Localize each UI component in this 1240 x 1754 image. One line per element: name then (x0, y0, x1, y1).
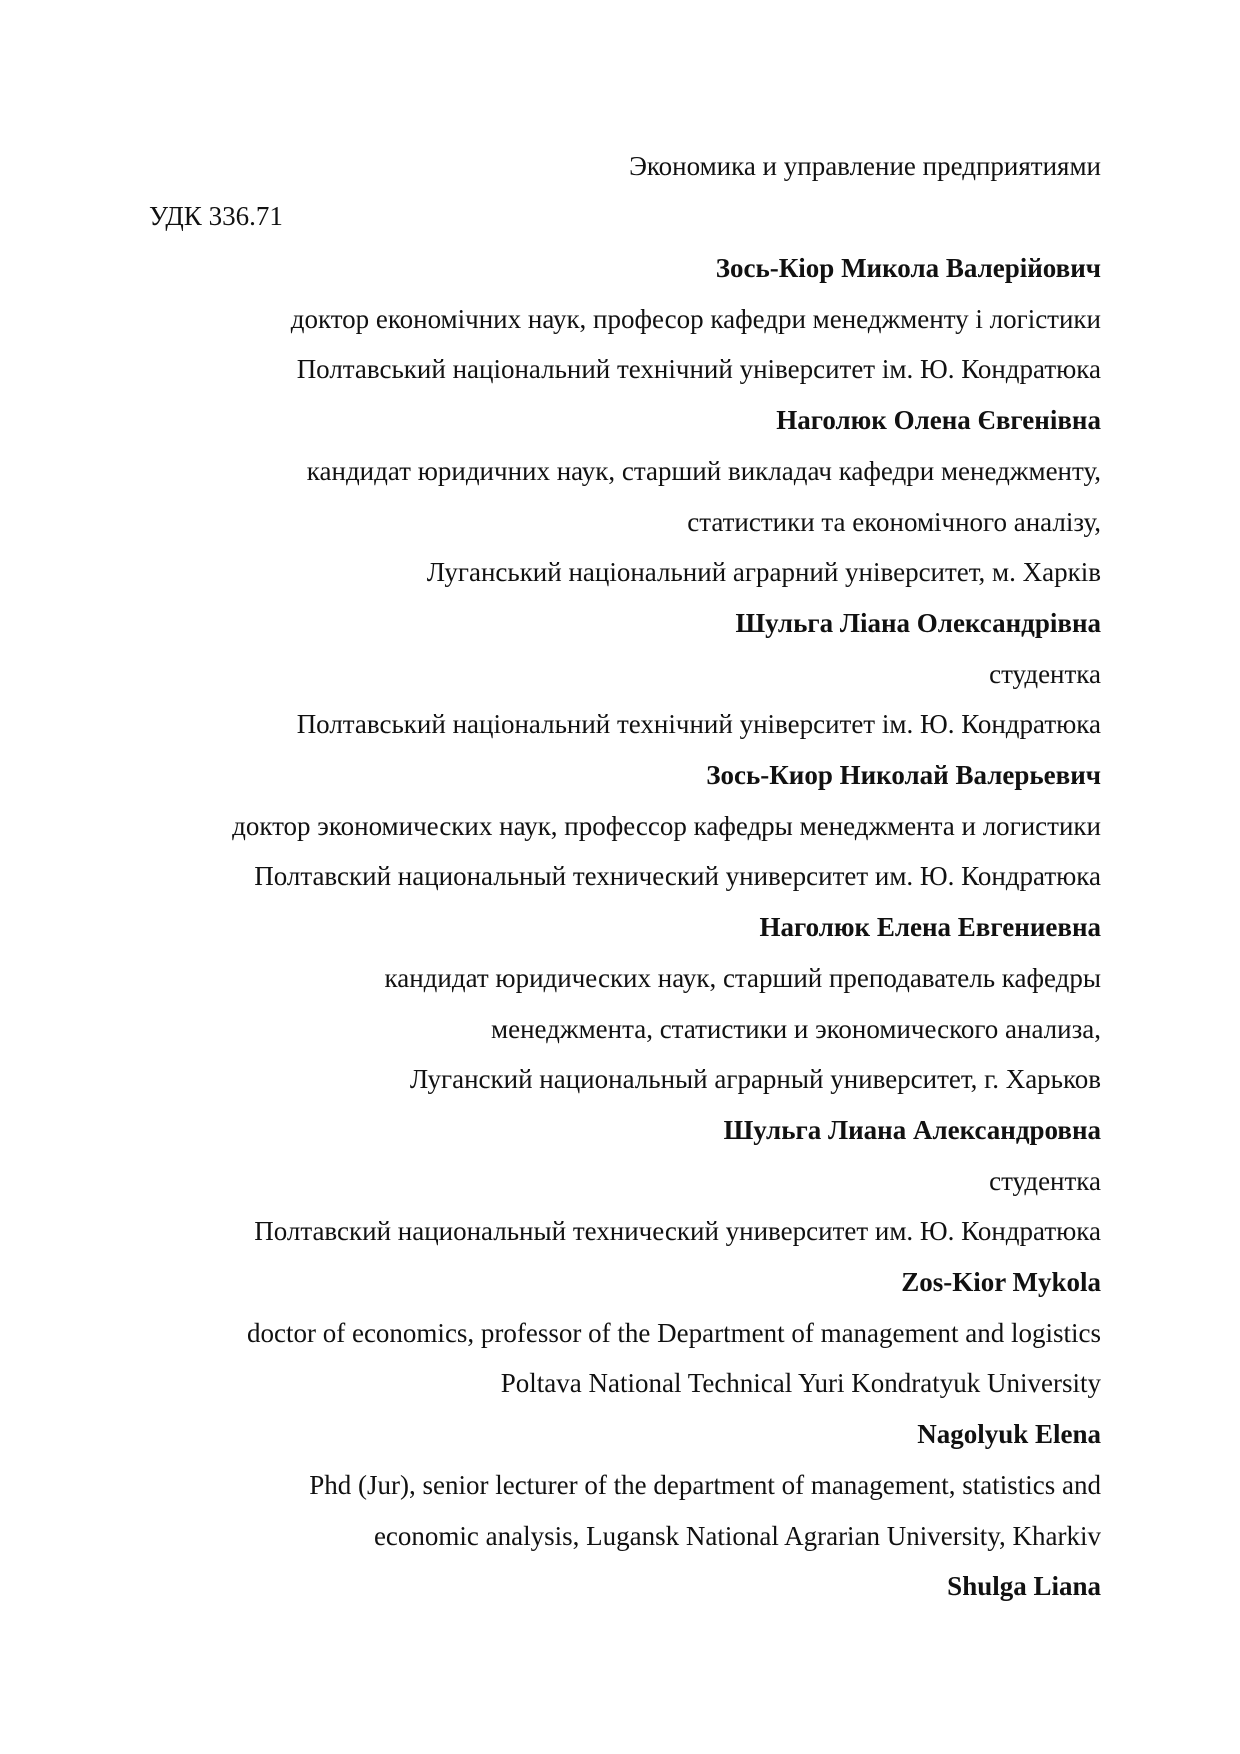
author-affiliation-line: Полтавський національний технічний університет ім. Ю. Кондратюка (296, 709, 1101, 740)
author-name: Shulga Liana (947, 1571, 1101, 1602)
author-name: Шульга Ліана Олександрівна (735, 607, 1101, 638)
author-affiliation-line: статистики та економічного аналізу, (687, 506, 1101, 537)
author-name: Зось-Кіор Микола Валерійович (715, 253, 1101, 283)
author-affiliation-line: кандидат юридических наук, старший преподаватель кафедры (384, 962, 1101, 993)
author-affiliation-line: economic analysis, Lugansk National Agrarian University, Kharkiv (373, 1520, 1101, 1551)
author-affiliation-line: доктор экономических наук, профессор кафедры менеджмента и логистики (232, 810, 1101, 841)
author-name: Наголюк Олена Євгенівна (776, 405, 1101, 436)
author-affiliation-line: студентка (989, 1165, 1101, 1196)
udk-code: УДК 336.71 (149, 201, 283, 231)
author-name: Zos-Kior Mykola (901, 1267, 1101, 1298)
author-affiliation-line: Полтавский национальный технический университет им. Ю. Кондратюка (254, 1216, 1101, 1247)
author-name: Nagolyuk Elena (917, 1419, 1101, 1450)
author-affiliation-line: Poltava National Technical Yuri Kondratyuk University (500, 1368, 1101, 1399)
author-name: Зось-Киор Николай Валерьевич (706, 760, 1101, 791)
section-heading: Экономика и управление предприятиями (629, 151, 1101, 181)
author-affiliation-line: doctor of economics, professor of the Department of management and logistics (247, 1317, 1101, 1348)
author-affiliation-line: Луганский национальный аграрный университет, г. Харьков (409, 1064, 1101, 1095)
author-affiliation-line: менеджмента, статистики и экономического анализа, (491, 1013, 1101, 1044)
author-affiliation-line: кандидат юридичних наук, старший викладач кафедри менеджменту, (306, 455, 1101, 486)
author-affiliations (232, 243, 1101, 1612)
author-name: Наголюк Елена Евгениевна (759, 912, 1101, 943)
author-affiliation-line: Полтавський національний технічний університет ім. Ю. Кондратюка (296, 354, 1101, 385)
author-affiliation-line: доктор економічних наук, професор кафедри менеджменту і логістики (290, 303, 1101, 334)
author-affiliation-line: Phd (Jur), senior lecturer of the department of management, statistics and (309, 1469, 1101, 1500)
author-affiliation-line: Полтавский национальный технический университет им. Ю. Кондратюка (254, 861, 1101, 892)
author-name: Шульга Лиана Александровна (723, 1114, 1101, 1145)
author-affiliation-line: студентка (989, 658, 1101, 689)
author-affiliation-line: Луганський національний аграрний університет, м. Харків (426, 557, 1101, 588)
